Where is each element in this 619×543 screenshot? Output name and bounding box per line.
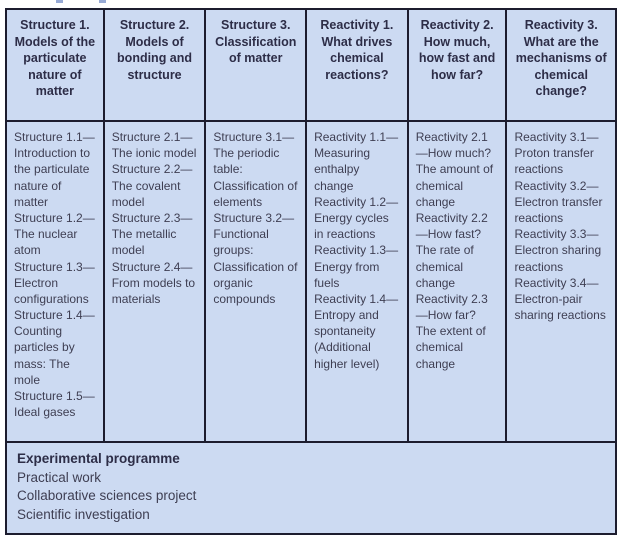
topic-item: Structure 1.3—Electron configurations: [14, 259, 95, 306]
footer-lines: [17, 469, 605, 525]
syllabus-grid: [7, 10, 615, 441]
column-header: Reactivity 1. What drives chemical reactions?: [307, 10, 407, 120]
column-header: Structure 3. Classification of matter: [206, 10, 305, 120]
experimental-programme-title: Experimental programme: [17, 451, 180, 466]
topic-item: Structure 2.1—The ionic model: [111, 130, 197, 161]
column-topics: [7, 122, 103, 441]
topic-item: Reactivity 2.3—How far? The extent of chemical change: [415, 291, 488, 371]
topic-item: Structure 3.2—Functional groups: Classification of organic compounds: [213, 210, 298, 306]
column-header: Reactivity 2. How much, how fast and how far?: [409, 10, 506, 120]
column-topics: [409, 122, 506, 441]
topic-item: Reactivity 1.1—Measuring enthalpy change: [314, 130, 399, 193]
column-header: Structure 1. Models of the particulate nature of matter: [7, 10, 103, 120]
topic-item: Structure 1.2—The nuclear atom: [14, 210, 95, 258]
topic-item: Structure 3.1—The periodic table: Classification of elements: [213, 130, 298, 209]
topic-item: Reactivity 3.4—Electron-pair sharing reactions: [514, 275, 606, 323]
column-topics: [307, 122, 407, 441]
column-header: Reactivity 3. What are the mechanisms of chemical change?: [507, 10, 615, 120]
syllabus-table: [5, 8, 617, 535]
footer-line: Practical work: [17, 469, 102, 485]
column-topics: [206, 122, 305, 441]
column-header: Structure 2. Models of bonding and structure: [105, 10, 205, 120]
experimental-programme-cell: [7, 443, 615, 533]
footer-line: Collaborative sciences project: [17, 488, 197, 504]
column-topics: [105, 122, 205, 441]
topic-item: Reactivity 2.2—How fast? The rate of chemical change: [415, 210, 488, 290]
topic-item: Structure 2.3—The metallic model: [111, 210, 193, 258]
footer-line: Scientific investigation: [17, 506, 150, 522]
topic-item: Reactivity 1.4—Entropy and spontaneity (Additional higher level): [314, 291, 399, 371]
topic-item: Reactivity 2.1—How much? The amount of chemical change: [415, 130, 494, 209]
column-topics: [507, 122, 615, 441]
topic-item: Reactivity 3.3—Electron sharing reactions: [514, 227, 602, 274]
topic-item: Structure 2.2—The covalent model: [111, 162, 193, 209]
cropped-text-artifact: [99, 0, 106, 3]
topic-item: Reactivity 3.2—Electron transfer reactions: [514, 178, 603, 225]
topic-item: Structure 1.4—Counting particles by mass: The mole: [14, 308, 95, 387]
cropped-text-artifact: [56, 0, 63, 3]
topic-item: Reactivity 1.3—Energy from fuels: [314, 243, 399, 290]
topic-item: Reactivity 3.1—Proton transfer reactions: [514, 130, 599, 177]
topic-item: Structure 1.1—Introduction to the particulate nature of matter: [14, 130, 95, 209]
topic-item: Reactivity 1.2—Energy cycles in reactions: [314, 194, 399, 242]
topic-item: Structure 2.4—From models to materials: [111, 259, 196, 306]
topic-item: Structure 1.5—Ideal gases: [14, 389, 95, 420]
